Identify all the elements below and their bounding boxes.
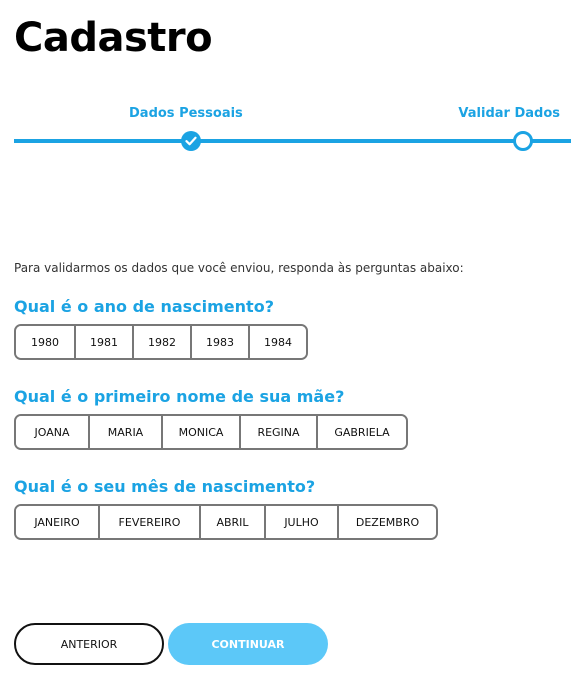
option-name-monica[interactable]: MONICA [161, 416, 239, 448]
option-year-1984[interactable]: 1984 [248, 326, 306, 358]
check-icon [185, 135, 197, 147]
option-year-1983[interactable]: 1983 [190, 326, 248, 358]
option-month-fevereiro[interactable]: FEVEREIRO [98, 506, 199, 538]
previous-button[interactable]: ANTERIOR [14, 623, 164, 665]
step-pending-marker [513, 131, 533, 151]
question-title: Qual é o ano de nascimento? [14, 297, 274, 316]
option-year-1982[interactable]: 1982 [132, 326, 190, 358]
option-month-julho[interactable]: JULHO [264, 506, 337, 538]
option-month-abril[interactable]: ABRIL [199, 506, 264, 538]
stepper-line [14, 139, 571, 143]
question-mother-name [14, 387, 408, 450]
step-label-dados-pessoais: Dados Pessoais [129, 106, 243, 121]
option-year-1980[interactable]: 1980 [16, 326, 74, 358]
step-done-marker [181, 131, 201, 151]
progress-stepper [0, 100, 571, 160]
option-name-gabriela[interactable]: GABRIELA [316, 416, 406, 448]
step-label-validar-dados: Validar Dados [458, 106, 560, 121]
option-group-mother-name [14, 414, 408, 450]
option-name-joana[interactable]: JOANA [16, 416, 88, 448]
continue-button[interactable]: CONTINUAR [168, 623, 328, 665]
page-title: Cadastro [14, 15, 213, 61]
option-name-regina[interactable]: REGINA [239, 416, 316, 448]
question-title: Qual é o primeiro nome de sua mãe? [14, 387, 345, 406]
question-birth-year [14, 297, 308, 360]
option-group-birth-year [14, 324, 308, 360]
option-name-maria[interactable]: MARIA [88, 416, 161, 448]
question-birth-month [14, 477, 438, 540]
intro-text: Para validarmos os dados que você enviou, responda às perguntas abaixo: [14, 261, 464, 275]
option-group-birth-month [14, 504, 438, 540]
option-month-dezembro[interactable]: DEZEMBRO [337, 506, 436, 538]
option-year-1981[interactable]: 1981 [74, 326, 132, 358]
question-title: Qual é o seu mês de nascimento? [14, 477, 316, 496]
option-month-janeiro[interactable]: JANEIRO [16, 506, 98, 538]
